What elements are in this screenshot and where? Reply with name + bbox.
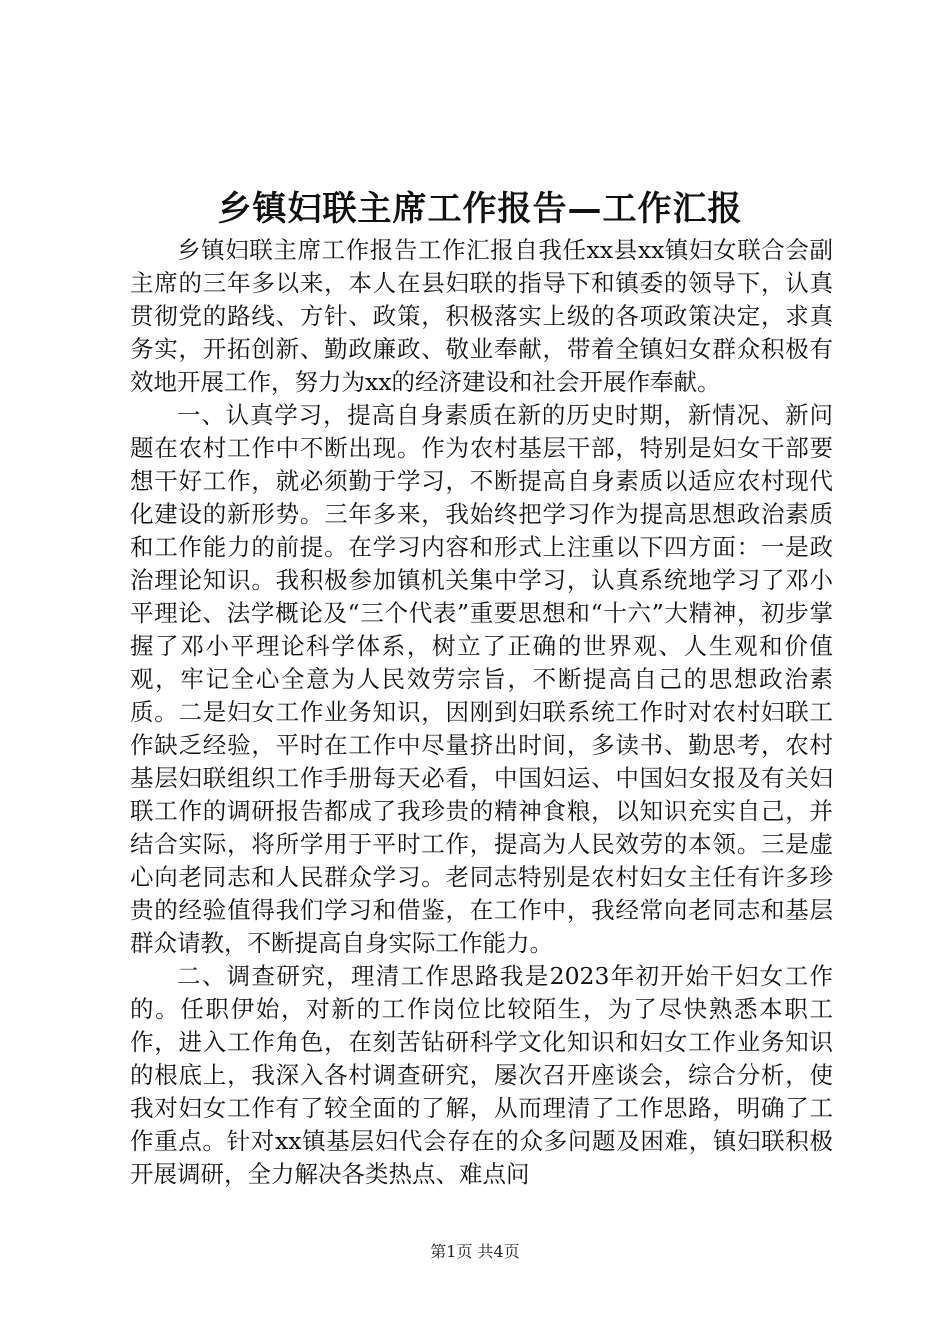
page-number: 第1页 共4页 (430, 1242, 520, 1261)
paragraph-study: 一、认真学习，提高自身素质在新的历史时期，新情况、新问题在农村工作中不断出现。作为农村基层干部，特别是妇女干部要想干好工作，就必须勤于学习，不断提高自身素质以适应农村现代化建设的新形势。三年多来，我始终把学习作为提高思想政治素质和工作能力的前提。在学习内容和形式上注重以下四方面：一是政治理论知识。我积极参加镇机关集中学习，认真系统地学习了邓小平理论、法学概论及“三个代表”重要思想和“十六”大精神，初步掌握了邓小平理论科学体系，树立了正确的世界观、人生观和价值观，牢记全心全意为人民效劳宗旨，不断提高自己的思想政治素质。二是妇女工作业务知识，因刚到妇联系统工作时对农村妇联工作缺乏经验，平时在工作中尽量挤出时间，多读书、勤思考，农村基层妇联组织工作手册每天必看，中国妇运、中国妇女报及有关妇联工作的调研报告都成了我珍贵的精神食粮，以知识充实自己，并结合实际，将所学用于平时工作，提高为人民效劳的本领。三是虚心向老同志和人民群众学习。老同志特别是农村妇女主任有许多珍贵的经验值得我们学习和借鉴，在工作中，我经常向老同志和基层群众请教，不断提高自身实际工作能力。 (130, 401, 833, 957)
document-body (130, 234, 833, 1191)
paragraph-intro: 乡镇妇联主席工作报告工作汇报自我任xx县xx镇妇女联合会副主席的三年多以来，本人在县妇联的指导下和镇委的领导下，认真贯彻党的路线、方针、政策，积极落实上级的各项政策决定，求真务实，开拓创新、勤政廉政、敬业奉献，带着全镇妇女群众积极有效地开展工作，努力为xx的经济建设和社会开展作奉献。 (130, 236, 833, 396)
paragraph-research: 二、调查研究，理清工作思路我是2023年初开始干妇女工作的。任职伊始，对新的工作岗位比较陌生，为了尽快熟悉本职工作，进入工作角色，在刻苦钻研科学文化知识和妇女工作业务知识的根底上，我深入各村调查研究，屡次召开座谈会，综合分析，使我对妇女工作有了较全面的了解，从而理清了工作思路，明确了工作重点。针对xx镇基层妇代会存在的众多问题及困难，镇妇联积极开展调研，全力解决各类热点、难点问 (130, 962, 833, 1188)
document-title: 乡镇妇联主席工作报告—工作汇报 (217, 189, 743, 229)
